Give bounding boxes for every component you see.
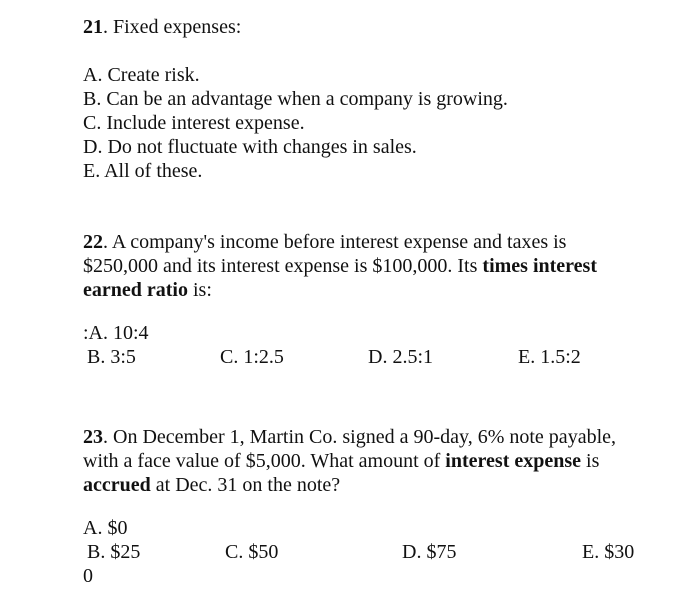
q22-stem-line2: $250,000 and its interest expense is $100,000. Its times interest: [83, 255, 597, 277]
q23-option-e-overflow: 0: [83, 565, 93, 587]
q22-option-b: B. 3:5: [87, 346, 136, 368]
q23-option-c: C. $50: [225, 541, 279, 563]
q22-stem-line1: 22. A company's income before interest expense and taxes is: [83, 231, 567, 253]
q23-option-d: D. $75: [402, 541, 457, 563]
q23-option-b: B. $25: [87, 541, 141, 563]
q22-option-c: C. 1:2.5: [220, 346, 284, 368]
q22-option-a: :A. 10:4: [83, 322, 149, 344]
q21-option-c: C. Include interest expense.: [83, 112, 305, 134]
q21-option-d: D. Do not fluctuate with changes in sales.: [83, 136, 417, 158]
q21-option-a: A. Create risk.: [83, 64, 200, 86]
q22-stem-line3: earned ratio is:: [83, 279, 212, 301]
q23-stem-line1: 23. On December 1, Martin Co. signed a 90-day, 6% note payable,: [83, 426, 616, 448]
q21-stem: 21. Fixed expenses:: [83, 16, 242, 38]
q22-option-e: E. 1.5:2: [518, 346, 581, 368]
q23-option-e: E. $30: [582, 541, 635, 563]
q23-option-a: A. $0: [83, 517, 128, 539]
q23-stem-line3: accrued at Dec. 31 on the note?: [83, 474, 341, 496]
q23-stem-line2: with a face value of $5,000. What amount of interest expense is: [83, 450, 600, 472]
q21-option-e: E. All of these.: [83, 160, 203, 182]
q21-option-b: B. Can be an advantage when a company is growing.: [83, 88, 508, 110]
q22-option-d: D. 2.5:1: [368, 346, 433, 368]
